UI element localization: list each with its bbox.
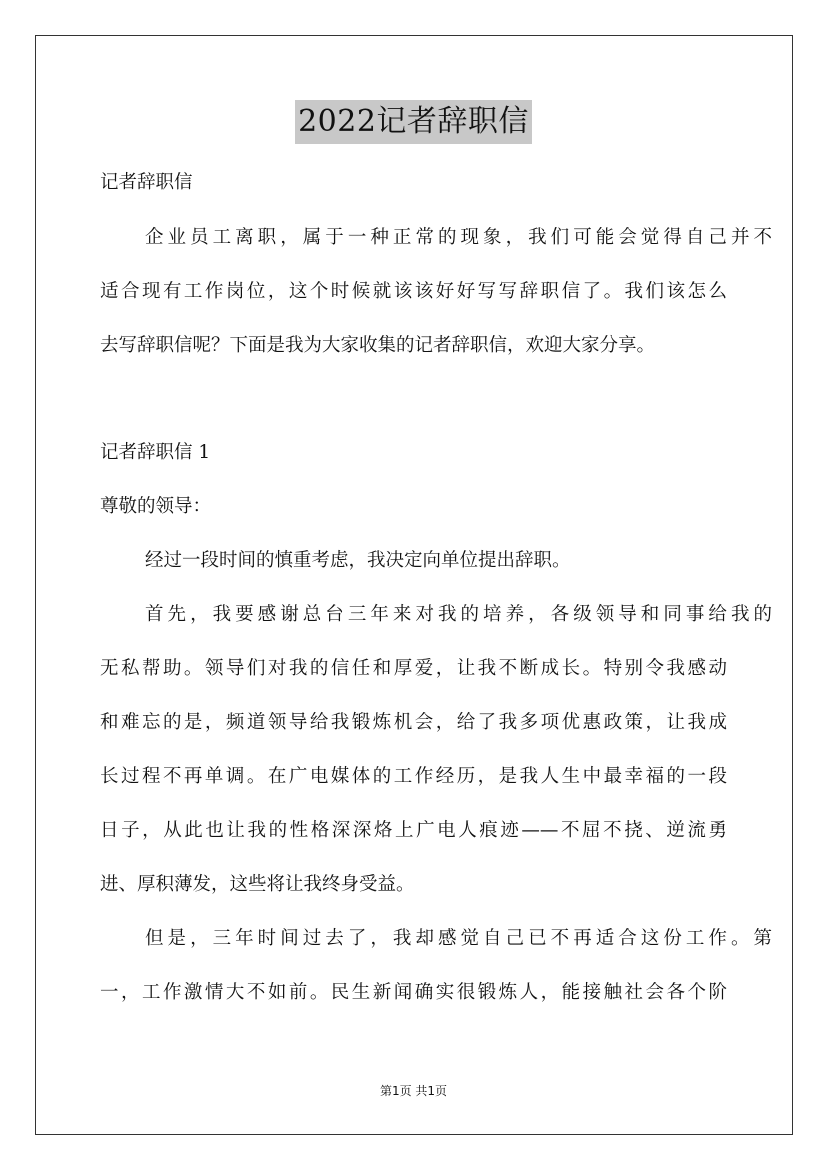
document-title-wrap	[0, 100, 827, 144]
section-heading: 记者辞职信	[100, 172, 193, 193]
paragraph-line: 长过程不再单调。在广电媒体的工作经历，是我人生中最幸福的一段	[100, 766, 727, 787]
document-title: 2022记者辞职信	[295, 100, 532, 144]
paragraph-line: 但是，三年时间过去了，我却感觉自己已不再适合这份工作。第	[145, 928, 772, 949]
paragraph-line: 无私帮助。领导们对我的信任和厚爱，让我不断成长。特别令我感动	[100, 658, 727, 679]
paragraph-line: 经过一段时间的慎重考虑，我决定向单位提出辞职。	[145, 550, 571, 571]
section-heading: 记者辞职信 1	[100, 442, 211, 463]
paragraph-line: 企业员工离职，属于一种正常的现象，我们可能会觉得自己并不	[145, 227, 772, 248]
page-footer: 第1页 共1页	[379, 1084, 448, 1098]
paragraph-line: 日子，从此也让我的性格深深烙上广电人痕迹——不屈不挠、逆流勇	[100, 820, 727, 841]
paragraph-line: 一，工作激情大不如前。民生新闻确实很锻炼人，能接触社会各个阶	[100, 982, 727, 1003]
paragraph-line: 首先，我要感谢总台三年来对我的培养，各级领导和同事给我的	[145, 604, 772, 625]
section-heading: 尊敬的领导：	[100, 496, 212, 517]
paragraph-line: 进、厚积薄发，这些将让我终身受益。	[100, 874, 415, 895]
paragraph-line: 和难忘的是，频道领导给我锻炼机会，给了我多项优惠政策，让我成	[100, 712, 727, 733]
paragraph-line: 去写辞职信呢？下面是我为大家收集的记者辞职信，欢迎大家分享。	[100, 335, 656, 356]
paragraph-line: 适合现有工作岗位，这个时候就该该好好写写辞职信了。我们该怎么	[100, 281, 727, 302]
